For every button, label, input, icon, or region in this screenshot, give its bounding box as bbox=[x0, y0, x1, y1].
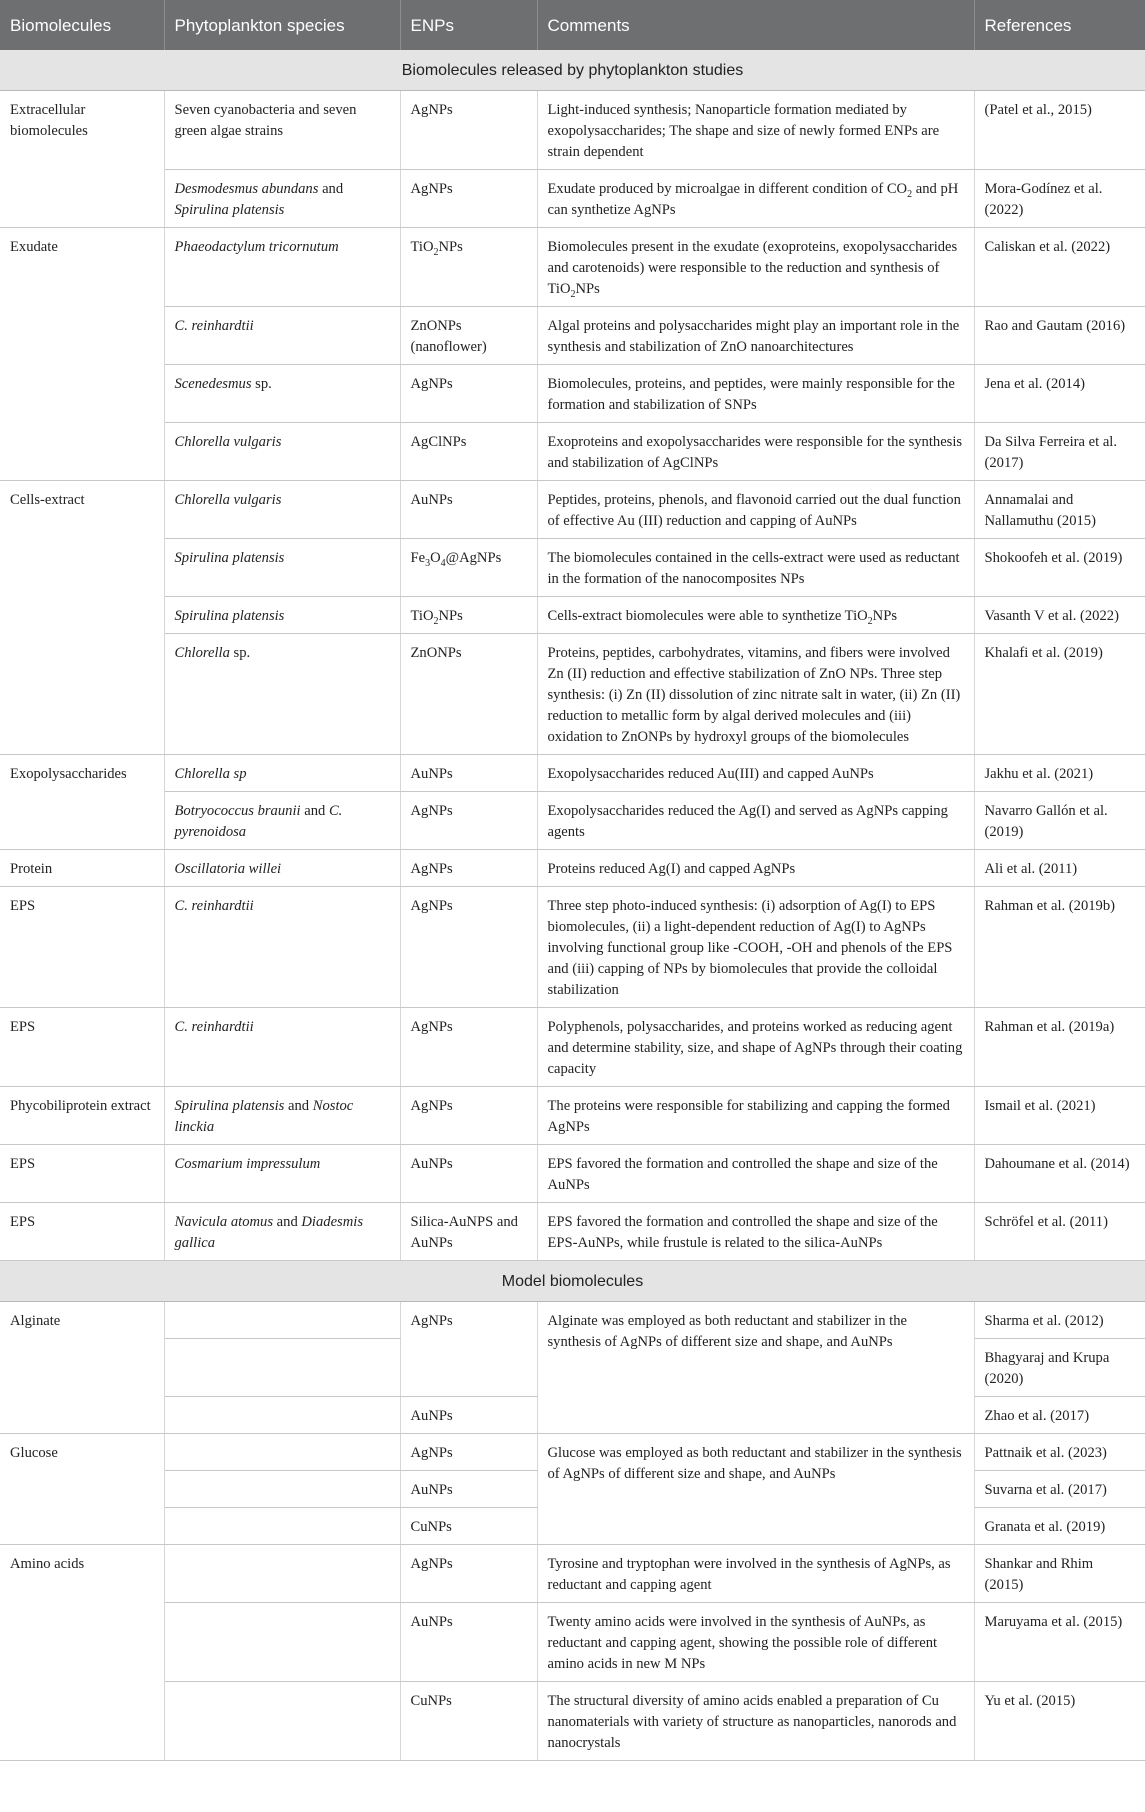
cell-reference: Rahman et al. (2019a) bbox=[974, 1008, 1145, 1087]
enp-text: O bbox=[430, 550, 441, 566]
cell-reference: Rao and Gautam (2016) bbox=[974, 307, 1145, 365]
table-row bbox=[0, 423, 1145, 481]
cell-species bbox=[164, 1339, 400, 1397]
cell-enp: AgNPs bbox=[400, 365, 537, 423]
header-comments: Comments bbox=[537, 0, 974, 50]
cell-enp: AgNPs bbox=[400, 1545, 537, 1603]
cell-reference: Yu et al. (2015) bbox=[974, 1682, 1145, 1761]
comment-text: NPs bbox=[575, 281, 600, 297]
cell-species: Seven cyanobacteria and seven green algae strains bbox=[164, 91, 400, 170]
comment-text: Biomolecules present in the exudate (exoproteins, exopolysaccharides and carotenoids) were responsible to the reduction and synthesis of TiO bbox=[547, 239, 958, 297]
cell-enp: AgNPs bbox=[400, 887, 537, 1008]
cell-reference: Schröfel et al. (2011) bbox=[974, 1203, 1145, 1261]
table-row bbox=[0, 792, 1145, 850]
cell-comment bbox=[537, 597, 974, 634]
table-row bbox=[0, 539, 1145, 597]
cell-species: C. reinhardtii bbox=[164, 307, 400, 365]
cell-biomolecule: Alginate bbox=[0, 1302, 164, 1434]
species-conjunction: and bbox=[284, 1098, 313, 1114]
header-row bbox=[0, 0, 1145, 50]
cell-comment: Twenty amino acids were involved in the synthesis of AuNPs, as reductant and capping agent, showing the possible role of different amino acids in new M NPs bbox=[537, 1603, 974, 1682]
cell-enp: Silica-AuNPS and AuNPs bbox=[400, 1203, 537, 1261]
cell-reference: Navarro Gallón et al. (2019) bbox=[974, 792, 1145, 850]
table-row bbox=[0, 755, 1145, 792]
cell-enp: AuNPs bbox=[400, 755, 537, 792]
table-row bbox=[0, 1145, 1145, 1203]
cell-enp: AgNPs bbox=[400, 1008, 537, 1087]
species-conjunction: and bbox=[300, 803, 329, 819]
cell-enp: AgNPs bbox=[400, 792, 537, 850]
cell-enp: AuNPs bbox=[400, 1603, 537, 1682]
subscript: 3 bbox=[425, 557, 431, 569]
cell-enp: AuNPs bbox=[400, 1145, 537, 1203]
cell-comment: Glucose was employed as both reductant and stabilizer in the synthesis of AgNPs of different size and shape, and AuNPs bbox=[537, 1434, 974, 1545]
cell-species: C. reinhardtii bbox=[164, 1008, 400, 1087]
cell-comment: Alginate was employed as both reductant and stabilizer in the synthesis of AgNPs of different size and shape, and AuNPs bbox=[537, 1302, 974, 1434]
cell-biomolecule: Extracellular biomolecules bbox=[0, 91, 164, 228]
cell-reference: Shokoofeh et al. (2019) bbox=[974, 539, 1145, 597]
cell-species bbox=[164, 170, 400, 228]
cell-comment: Exopolysaccharides reduced Au(III) and capped AuNPs bbox=[537, 755, 974, 792]
subscript: 2 bbox=[570, 288, 576, 300]
section-title: Model biomolecules bbox=[0, 1261, 1145, 1302]
cell-enp: AgNPs bbox=[400, 1434, 537, 1471]
species-name: Spirulina platensis bbox=[174, 202, 285, 218]
cell-species: Chlorella vulgaris bbox=[164, 423, 400, 481]
subscript: 2 bbox=[433, 615, 439, 627]
comment-text: Exudate produced by microalgae in different condition of CO bbox=[547, 181, 908, 197]
table-row bbox=[0, 1203, 1145, 1261]
cell-enp bbox=[400, 597, 537, 634]
enp-text: @AgNPs bbox=[445, 550, 502, 566]
cell-reference: Ismail et al. (2021) bbox=[974, 1087, 1145, 1145]
cell-biomolecule: Phycobiliprotein extract bbox=[0, 1087, 164, 1145]
enp-text: Fe bbox=[410, 550, 426, 566]
cell-reference: Ali et al. (2011) bbox=[974, 850, 1145, 887]
cell-enp: CuNPs bbox=[400, 1508, 537, 1545]
cell-enp: AgClNPs bbox=[400, 423, 537, 481]
cell-biomolecule: EPS bbox=[0, 887, 164, 1008]
cell-biomolecule: Amino acids bbox=[0, 1545, 164, 1761]
species-conjunction: and bbox=[273, 1214, 302, 1230]
comment-text: and pH can synthetize AgNPs bbox=[547, 181, 959, 218]
cell-comment: EPS favored the formation and controlled the shape and size of the EPS-AuNPs, while frustule is related to the silica-AuNPs bbox=[537, 1203, 974, 1261]
cell-enp: ZnONPs (nanoflower) bbox=[400, 307, 537, 365]
cell-species bbox=[164, 1682, 400, 1761]
cell-comment bbox=[537, 228, 974, 307]
species-name: C. pyrenoidosa bbox=[174, 803, 343, 840]
cell-reference: Da Silva Ferreira et al. (2017) bbox=[974, 423, 1145, 481]
cell-reference: Shankar and Rhim (2015) bbox=[974, 1545, 1145, 1603]
species-suffix: sp. bbox=[229, 645, 251, 661]
cell-comment: The proteins were responsible for stabilizing and capping the formed AgNPs bbox=[537, 1087, 974, 1145]
cell-species bbox=[164, 792, 400, 850]
cell-species bbox=[164, 1545, 400, 1603]
cell-enp: AgNPs bbox=[400, 91, 537, 170]
cell-biomolecule: EPS bbox=[0, 1145, 164, 1203]
cell-reference: Vasanth V et al. (2022) bbox=[974, 597, 1145, 634]
table-row bbox=[0, 1434, 1145, 1471]
cell-biomolecule: Exudate bbox=[0, 228, 164, 481]
cell-comment: Biomolecules, proteins, and peptides, were mainly responsible for the formation and stabilization of SNPs bbox=[537, 365, 974, 423]
table-row bbox=[0, 850, 1145, 887]
cell-comment: Three step photo-induced synthesis: (i) adsorption of Ag(I) to EPS biomolecules, (ii) a light-dependent reduction of Ag(I) to AgNPs involving functional group like -COOH, -OH and phenols of the EPS and (iii) capping of NPs by biomolecules that provide the colloidal stabilization bbox=[537, 887, 974, 1008]
cell-reference: Jena et al. (2014) bbox=[974, 365, 1145, 423]
comment-text: Cells-extract biomolecules were able to synthetize TiO bbox=[547, 608, 868, 624]
cell-reference: (Patel et al., 2015) bbox=[974, 91, 1145, 170]
table-row bbox=[0, 1087, 1145, 1145]
cell-enp bbox=[400, 539, 537, 597]
cell-enp: AuNPs bbox=[400, 481, 537, 539]
cell-species bbox=[164, 1087, 400, 1145]
table-row bbox=[0, 1682, 1145, 1761]
table-row bbox=[0, 1008, 1145, 1087]
cell-reference: Rahman et al. (2019b) bbox=[974, 887, 1145, 1008]
cell-species bbox=[164, 1397, 400, 1434]
cell-species bbox=[164, 365, 400, 423]
cell-reference: Annamalai and Nallamuthu (2015) bbox=[974, 481, 1145, 539]
cell-comment bbox=[537, 170, 974, 228]
section-row bbox=[0, 1261, 1145, 1302]
header-species: Phytoplankton species bbox=[164, 0, 400, 50]
species-name: Botryococcus braunii bbox=[174, 803, 301, 819]
cell-comment: The structural diversity of amino acids enabled a preparation of Cu nanomaterials with variety of structure as nanoparticles, nanorods and nanocrystals bbox=[537, 1682, 974, 1761]
cell-reference: Granata et al. (2019) bbox=[974, 1508, 1145, 1545]
cell-reference: Bhagyaraj and Krupa (2020) bbox=[974, 1339, 1145, 1397]
subscript: 2 bbox=[867, 615, 873, 627]
table-row bbox=[0, 634, 1145, 755]
cell-enp: AuNPs bbox=[400, 1471, 537, 1508]
subscript: 2 bbox=[433, 246, 439, 258]
cell-enp bbox=[400, 228, 537, 307]
cell-biomolecule: Exopolysaccharides bbox=[0, 755, 164, 850]
cell-comment: Polyphenols, polysaccharides, and proteins worked as reducing agent and determine stability, size, and shape of AgNPs through their coating capacity bbox=[537, 1008, 974, 1087]
header-enps: ENPs bbox=[400, 0, 537, 50]
cell-biomolecule: Glucose bbox=[0, 1434, 164, 1545]
cell-biomolecule: Cells-extract bbox=[0, 481, 164, 755]
cell-species bbox=[164, 1471, 400, 1508]
header-biomolecules: Biomolecules bbox=[0, 0, 164, 50]
section-row bbox=[0, 50, 1145, 91]
cell-reference: Dahoumane et al. (2014) bbox=[974, 1145, 1145, 1203]
cell-reference: Suvarna et al. (2017) bbox=[974, 1471, 1145, 1508]
section-title: Biomolecules released by phytoplankton studies bbox=[0, 50, 1145, 91]
species-name: Nostoc linckia bbox=[174, 1098, 354, 1135]
table-row bbox=[0, 1302, 1145, 1339]
table-row bbox=[0, 481, 1145, 539]
species-name: Spirulina platensis bbox=[174, 1098, 285, 1114]
cell-species bbox=[164, 1302, 400, 1339]
cell-reference: Pattnaik et al. (2023) bbox=[974, 1434, 1145, 1471]
cell-species: Spirulina platensis bbox=[164, 597, 400, 634]
cell-biomolecule: Protein bbox=[0, 850, 164, 887]
cell-species: Chlorella vulgaris bbox=[164, 481, 400, 539]
cell-enp: ZnONPs bbox=[400, 634, 537, 755]
cell-reference: Zhao et al. (2017) bbox=[974, 1397, 1145, 1434]
table-row bbox=[0, 887, 1145, 1008]
table-row bbox=[0, 365, 1145, 423]
species-name: Chlorella bbox=[174, 645, 230, 661]
cell-comment: EPS favored the formation and controlled the shape and size of the AuNPs bbox=[537, 1145, 974, 1203]
species-name: Scenedesmus bbox=[174, 376, 252, 392]
enp-text: TiO bbox=[410, 608, 434, 624]
comment-text: NPs bbox=[872, 608, 898, 624]
cell-reference: Jakhu et al. (2021) bbox=[974, 755, 1145, 792]
cell-enp: AgNPs bbox=[400, 1087, 537, 1145]
cell-enp: CuNPs bbox=[400, 1682, 537, 1761]
cell-species bbox=[164, 1508, 400, 1545]
species-conjunction: and bbox=[318, 181, 344, 197]
cell-comment: Exoproteins and exopolysaccharides were responsible for the synthesis and stabilization of AgClNPs bbox=[537, 423, 974, 481]
cell-reference: Maruyama et al. (2015) bbox=[974, 1603, 1145, 1682]
cell-species bbox=[164, 1434, 400, 1471]
cell-comment: Tyrosine and tryptophan were involved in the synthesis of AgNPs, as reductant and capping agent bbox=[537, 1545, 974, 1603]
table-row bbox=[0, 1545, 1145, 1603]
cell-reference: Khalafi et al. (2019) bbox=[974, 634, 1145, 755]
cell-comment: The biomolecules contained in the cells-extract were used as reductant in the formation of the nanocomposites NPs bbox=[537, 539, 974, 597]
cell-species bbox=[164, 1203, 400, 1261]
cell-reference: Caliskan et al. (2022) bbox=[974, 228, 1145, 307]
cell-species: Spirulina platensis bbox=[164, 539, 400, 597]
cell-comment: Exopolysaccharides reduced the Ag(I) and served as AgNPs capping agents bbox=[537, 792, 974, 850]
cell-enp: AuNPs bbox=[400, 1397, 537, 1434]
species-name: Diadesmis gallica bbox=[174, 1214, 364, 1251]
table-row bbox=[0, 228, 1145, 307]
cell-species: C. reinhardtii bbox=[164, 887, 400, 1008]
subscript: 2 bbox=[907, 188, 913, 200]
subscript: 4 bbox=[440, 557, 446, 569]
species-name: Desmodesmus abundans bbox=[174, 181, 319, 197]
table-row bbox=[0, 597, 1145, 634]
table-row bbox=[0, 170, 1145, 228]
cell-enp: AgNPs bbox=[400, 1302, 537, 1397]
species-name: Navicula atomus bbox=[174, 1214, 274, 1230]
enp-text: NPs bbox=[438, 608, 463, 624]
cell-comment: Proteins, peptides, carbohydrates, vitamins, and fibers were involved Zn (II) reduction and effective stabilization of ZnO NPs. Three step synthesis: (i) Zn (II) dissolution of zinc nitrate salt in water, (ii) Zn (II) reduction to metallic form by algal derived molecules and (iii) oxidation to ZnONPs by hydroxyl groups of the biomolecules bbox=[537, 634, 974, 755]
cell-enp: AgNPs bbox=[400, 850, 537, 887]
table-row bbox=[0, 1603, 1145, 1682]
header-references: References bbox=[974, 0, 1145, 50]
enp-text: NPs bbox=[438, 239, 463, 255]
enp-text: TiO bbox=[410, 239, 434, 255]
cell-species: Phaeodactylum tricornutum bbox=[164, 228, 400, 307]
cell-species: Oscillatoria willei bbox=[164, 850, 400, 887]
cell-comment: Peptides, proteins, phenols, and flavonoid carried out the dual function of effective Au (III) reduction and capping of AuNPs bbox=[537, 481, 974, 539]
table-row bbox=[0, 91, 1145, 170]
cell-comment: Light-induced synthesis; Nanoparticle formation mediated by exopolysaccharides; The shape and size of newly formed ENPs are strain dependent bbox=[537, 91, 974, 170]
cell-species: Cosmarium impressulum bbox=[164, 1145, 400, 1203]
cell-biomolecule: EPS bbox=[0, 1008, 164, 1087]
cell-reference: Sharma et al. (2012) bbox=[974, 1302, 1145, 1339]
species-suffix: sp. bbox=[251, 376, 272, 392]
cell-biomolecule: EPS bbox=[0, 1203, 164, 1261]
cell-comment: Proteins reduced Ag(I) and capped AgNPs bbox=[537, 850, 974, 887]
cell-reference: Mora-Godínez et al. (2022) bbox=[974, 170, 1145, 228]
cell-species bbox=[164, 634, 400, 755]
table-row bbox=[0, 307, 1145, 365]
cell-species: Chlorella sp bbox=[164, 755, 400, 792]
cell-species bbox=[164, 1603, 400, 1682]
cell-comment: Algal proteins and polysaccharides might play an important role in the synthesis and stabilization of ZnO nanoarchitectures bbox=[537, 307, 974, 365]
cell-enp: AgNPs bbox=[400, 170, 537, 228]
